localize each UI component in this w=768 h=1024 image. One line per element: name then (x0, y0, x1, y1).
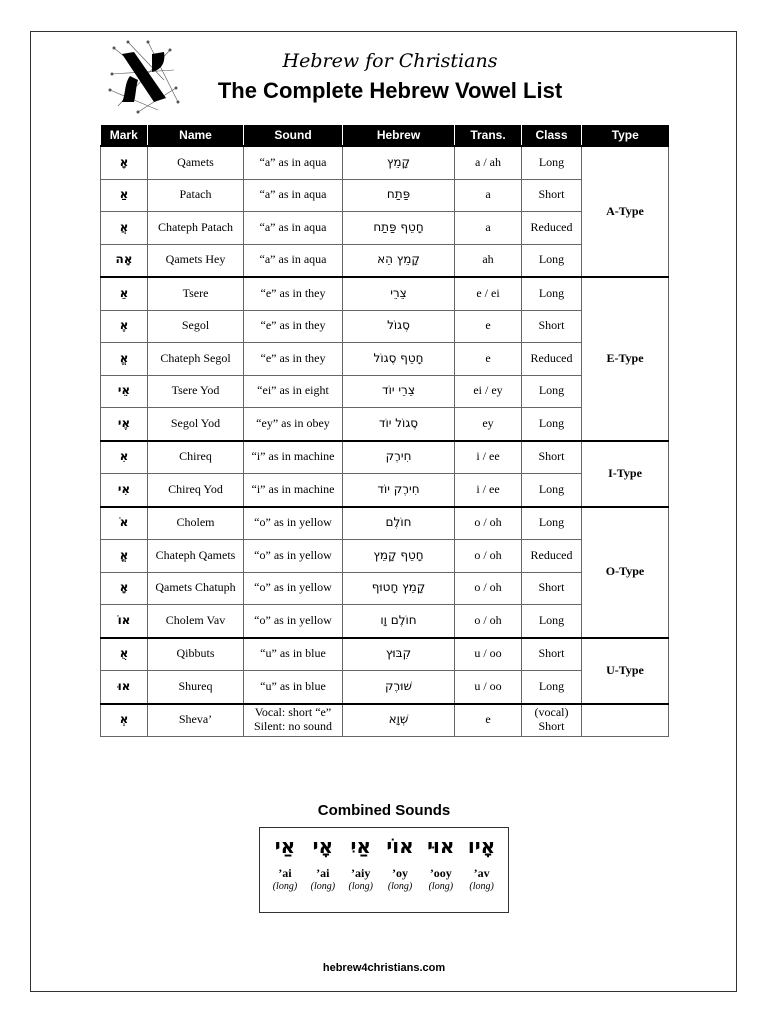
combined-sound-char: אַי (274, 834, 296, 858)
column-header-type: Type (582, 125, 669, 146)
class-cell: Long (522, 146, 582, 179)
mark-cell: אֳ (101, 540, 148, 573)
sound-cell: “i” as in machine (244, 474, 343, 507)
sound-cell: “a” as in aqua (244, 244, 343, 277)
name-cell: Shureq (148, 671, 244, 704)
hebrew-cell: חִירֶק (343, 441, 455, 474)
combined-sound-item (311, 834, 335, 912)
table-row (101, 507, 669, 540)
sound-cell: “o” as in yellow (244, 540, 343, 573)
type-cell: O-Type (582, 507, 669, 638)
table-header-row (101, 125, 669, 146)
name-cell: Sheva’ (148, 704, 244, 737)
name-cell: Qamets (148, 146, 244, 179)
class-cell: Short (522, 310, 582, 343)
trans-cell: a / ah (455, 146, 522, 179)
type-cell (582, 704, 669, 737)
type-cell: I-Type (582, 441, 669, 507)
hebrew-cell: קָמֵץ חָטוּף (343, 572, 455, 605)
trans-cell: i / ee (455, 474, 522, 507)
name-cell: Cholem Vav (148, 605, 244, 638)
hebrew-cell: סֶגוֹל (343, 310, 455, 343)
mark-cell: אוּ (101, 671, 148, 704)
mark-cell: אֵי (101, 375, 148, 408)
name-cell: Tsere (148, 277, 244, 310)
name-cell: Chireq Yod (148, 474, 244, 507)
name-cell: Chateph Segol (148, 343, 244, 376)
class-cell: Long (522, 474, 582, 507)
class-cell: Reduced (522, 540, 582, 573)
combined-sound-trans: ’aiy (351, 866, 371, 880)
type-cell: U-Type (582, 638, 669, 704)
column-header-hebrew: Hebrew (343, 125, 455, 146)
sound-cell: “ei” as in eight (244, 375, 343, 408)
mark-cell: אַ (101, 179, 148, 212)
class-cell: Short (522, 179, 582, 212)
combined-sound-item (468, 834, 495, 912)
class-cell: (vocal) Short (522, 704, 582, 737)
trans-cell: u / oo (455, 638, 522, 671)
combined-sound-length: (long) (387, 881, 413, 892)
combined-sound-length: (long) (428, 881, 454, 892)
column-header-class: Class (522, 125, 582, 146)
column-header-sound: Sound (244, 125, 343, 146)
combined-sound-length: (long) (469, 881, 494, 892)
class-cell: Long (522, 408, 582, 441)
type-cell: E-Type (582, 277, 669, 441)
combined-sound-trans: ’ai (278, 866, 292, 880)
sound-cell: “u” as in blue (244, 671, 343, 704)
combined-sound-char: אוּי (427, 834, 455, 858)
table-row (101, 638, 669, 671)
mark-cell: אֶי (101, 408, 148, 441)
name-cell: Tsere Yod (148, 375, 244, 408)
table-row (101, 277, 669, 310)
trans-cell: ah (455, 244, 522, 277)
trans-cell: o / oh (455, 572, 522, 605)
table-row (101, 146, 669, 179)
hebrew-cell: חִירֶק יוֹד (343, 474, 455, 507)
vowel-table (100, 125, 669, 737)
mark-cell: אֹ (101, 507, 148, 540)
sound-cell: “i” as in machine (244, 441, 343, 474)
class-cell: Short (522, 441, 582, 474)
mark-cell: אָ (101, 146, 148, 179)
trans-cell: o / oh (455, 507, 522, 540)
type-cell: A-Type (582, 146, 669, 277)
name-cell: Chireq (148, 441, 244, 474)
class-cell: Long (522, 244, 582, 277)
hebrew-cell: סֶגוֹל יוֹד (343, 408, 455, 441)
hebrew-cell: חוֹלֶם (343, 507, 455, 540)
combined-sound-length: (long) (272, 881, 298, 892)
class-cell: Reduced (522, 212, 582, 245)
hebrew-cell: חָטֵף קָמֵץ (343, 540, 455, 573)
name-cell: Qibbuts (148, 638, 244, 671)
sound-cell: “o” as in yellow (244, 507, 343, 540)
mark-cell: אֶ (101, 310, 148, 343)
sound-cell: Vocal: short “e” Silent: no sound (244, 704, 343, 737)
class-cell: Long (522, 507, 582, 540)
column-header-mark: Mark (101, 125, 148, 146)
sound-cell: “ey” as in obey (244, 408, 343, 441)
aleph-logo-icon (108, 40, 180, 114)
trans-cell: i / ee (455, 441, 522, 474)
sound-cell: “e” as in they (244, 343, 343, 376)
combined-sounds-title: Combined Sounds (317, 802, 451, 819)
class-cell: Short (522, 572, 582, 605)
name-cell: Segol (148, 310, 244, 343)
hebrew-cell: חָטֵף סֶגוֹל (343, 343, 455, 376)
name-cell: Patach (148, 179, 244, 212)
combined-sound-char: אַיִ (350, 834, 371, 858)
table-row (101, 441, 669, 474)
sound-cell: “a” as in aqua (244, 146, 343, 179)
name-cell: Cholem (148, 507, 244, 540)
name-cell: Chateph Qamets (148, 540, 244, 573)
combined-sound-trans: ’av (473, 866, 490, 880)
trans-cell: e / ei (455, 277, 522, 310)
class-cell: Reduced (522, 343, 582, 376)
sound-cell: “a” as in aqua (244, 179, 343, 212)
hebrew-cell: חוֹלֶם וָו (343, 605, 455, 638)
hebrew-cell: שְׁוָא (343, 704, 455, 737)
mark-cell: אֻ (101, 638, 148, 671)
hebrew-cell: קִבּוּץ (343, 638, 455, 671)
name-cell: Chateph Patach (148, 212, 244, 245)
column-header-trans: Trans. (455, 125, 522, 146)
combined-sound-char: אוֹי (386, 834, 414, 858)
column-header-name: Name (148, 125, 244, 146)
trans-cell: a (455, 179, 522, 212)
trans-cell: ei / ey (455, 375, 522, 408)
trans-cell: o / oh (455, 540, 522, 573)
combined-sound-item (273, 834, 297, 912)
trans-cell: a (455, 212, 522, 245)
hebrew-cell: חָטֵף פַּתַח (343, 212, 455, 245)
mark-cell: אֵ (101, 277, 148, 310)
hebrew-cell: צֵרֵי יוֹד (343, 375, 455, 408)
hebrew-cell: שׁוּרֶק (343, 671, 455, 704)
trans-cell: e (455, 310, 522, 343)
sound-cell: “o” as in yellow (244, 605, 343, 638)
hebrew-cell: צֵרֵי (343, 277, 455, 310)
hebrew-cell: קָמֵץ (343, 146, 455, 179)
class-cell: Long (522, 671, 582, 704)
combined-sounds-box (259, 827, 509, 913)
combined-sound-char: אָי (312, 834, 334, 858)
trans-cell: e (455, 343, 522, 376)
combined-sound-length: (long) (310, 881, 336, 892)
combined-sound-trans: ’ooy (429, 866, 452, 880)
sound-cell: “e” as in they (244, 310, 343, 343)
mark-cell: אוֹ (101, 605, 148, 638)
table-row (101, 704, 669, 737)
name-cell: Segol Yod (148, 408, 244, 441)
trans-cell: o / oh (455, 605, 522, 638)
page-title: The Complete Hebrew Vowel List (217, 78, 563, 103)
class-cell: Long (522, 605, 582, 638)
class-cell: Long (522, 277, 582, 310)
combined-sound-trans: ’oy (392, 866, 409, 880)
sound-cell: “o” as in yellow (244, 572, 343, 605)
trans-cell: u / oo (455, 671, 522, 704)
class-cell: Long (522, 375, 582, 408)
mark-cell: אֲ (101, 212, 148, 245)
mark-cell: אְ (101, 704, 148, 737)
mark-cell: אָ (101, 572, 148, 605)
combined-sound-item (427, 834, 454, 912)
combined-sound-char: אָיו (467, 834, 496, 858)
mark-cell: אָה (101, 244, 148, 277)
sound-cell: “u” as in blue (244, 638, 343, 671)
name-cell: Qamets Chatuph (148, 572, 244, 605)
footer-url: hebrew4christians.com (322, 962, 446, 974)
mark-cell: אֱ (101, 343, 148, 376)
sound-cell: “e” as in they (244, 277, 343, 310)
trans-cell: e (455, 704, 522, 737)
page-subtitle: Hebrew for Christians (282, 50, 498, 72)
mark-cell: אִ (101, 441, 148, 474)
mark-cell: אִי (101, 474, 148, 507)
class-cell: Short (522, 638, 582, 671)
combined-sound-item (349, 834, 373, 912)
combined-sound-item (386, 834, 413, 912)
hebrew-cell: קָמֵץ הֵא (343, 244, 455, 277)
combined-sound-length: (long) (348, 881, 373, 892)
name-cell: Qamets Hey (148, 244, 244, 277)
combined-sound-trans: ’ai (316, 866, 330, 880)
hebrew-cell: פַּתַח (343, 179, 455, 212)
trans-cell: ey (455, 408, 522, 441)
sound-cell: “a” as in aqua (244, 212, 343, 245)
